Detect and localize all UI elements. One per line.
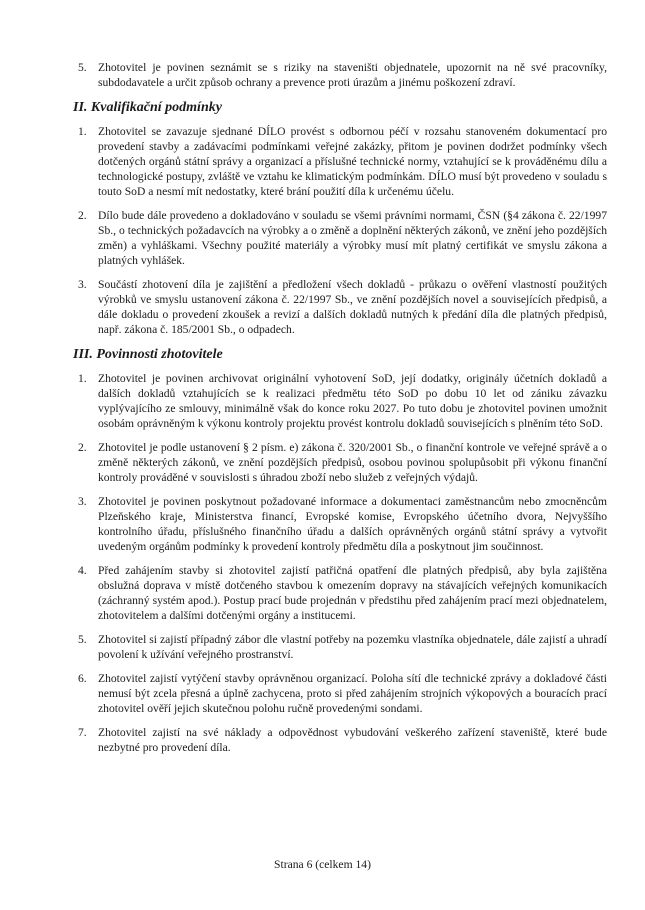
page-number-footer: Strana 6 (celkem 14) [274, 858, 371, 871]
item-text: Zhotovitel je povinen seznámit se s riziky na staveništi objednatele, upozornit na ně své pracovníky, subdodavatele a určit způsob ochrany a prevence proti úrazům a jinému poškození zdraví. [98, 61, 607, 89]
item-text: Dílo bude dále provedeno a dokladováno v souladu se všemi právními normami, ČSN (§4 zákona č. 22/1997 Sb., o technických požadavcích na výrobky a o změně a doplnění některých zákonů, ve znění jeho pozdějších změn) a vyhláškami. Všechny použité materiály a výrobky musí mít platný certifikát ve smyslu zákona a platných vyhlášek. [98, 209, 607, 267]
list-item [78, 371, 607, 431]
item-text: Zhotovitel je podle ustanovení § 2 písm. e) zákona č. 320/2001 Sb., o finanční kontrole ve veřejné správě a o změně některých zákonů, ve znění pozdějších předpisů, osobou povinou spolupůsobit při výkonu finanční kontroly prováděné v souvislosti s úhradou zboží nebo služeb z veřejných výdajů. [98, 441, 607, 484]
item-number: 1. [78, 125, 87, 138]
list-item [78, 563, 607, 623]
item-number: 3. [78, 278, 87, 291]
item-number: 1. [78, 372, 87, 385]
item-number: 4. [78, 564, 87, 577]
list-item [78, 671, 607, 716]
section-heading-3: III. Povinnosti zhotovitele [73, 347, 223, 362]
list-item [78, 124, 607, 199]
list-item [78, 632, 607, 662]
item-text: Zhotovitel si zajistí případný zábor dle vlastní potřeby na pozemku vlastníka objednatele, dále zajistí a uhradí povolení k užívání veřejného prostranství. [98, 633, 607, 661]
item-text: Zhotovitel zajistí vytýčení stavby oprávněnou organizací. Poloha sítí dle technické zprávy a dokladové části nemusí být zcela přesná a úplně zachycena, proto si před zahájením strojních výkopových a bouracích prací zhotovitel ověří jejich skutečnou polohu ručně provedenými sondami. [98, 672, 607, 715]
item-number: 7. [78, 726, 87, 739]
item-number: 2. [78, 209, 87, 222]
list-item [78, 440, 607, 485]
item-text: Zhotovitel se zavazuje sjednané DÍLO provést s odbornou péčí v rozsahu stanoveném dokumentací pro provedení stavby a zadávacími podmínkami veřejné zakázky, přitom je povinen dodržet podmínky všech dotčených orgánů státní správy a organizací a příslušné technické normy, vztahující se k prováděnému dílu a technologické postupy, zvláště ve vztahu ke klimatickým podmínkám. DÍLO musí být provedeno v souladu s touto SoD a nesmí mít nedostatky, které brání použití díla k určenému účelu. [98, 125, 607, 198]
list-item [78, 725, 607, 755]
section-heading-2: II. Kvalifikační podmínky [73, 100, 222, 115]
list-item [78, 208, 607, 268]
item-number: 2. [78, 441, 87, 454]
item-text: Součástí zhotovení díla je zajištění a předložení všech dokladů - průkazu o ověření vlastností použitých výrobků ve smyslu ustanovení zákona č. 22/1997 Sb., ve znění pozdějších novel a souvisejících předpisů, a dále dokladu o provedení zkoušek a revizí a dalších dokladů nutných k předání díla dle platných předpisů, např. zákona č. 185/2001 Sb., o odpadech. [98, 278, 607, 336]
item-text: Před zahájením stavby si zhotovitel zajistí patřičná opatření dle platných předpisů, aby byla zajištěna obslužná doprava v místě dotčeného stavbou k omezením dopravy na stávajících veřejných komunikacích (záchranný systém apod.). Postup prací bude projednán v předstihu před zahájením prací mezi objednatelem, zhotovitelem a dalšími dotčenými orgány a institucemi. [98, 564, 607, 622]
item-number: 3. [78, 495, 87, 508]
item-number: 5. [78, 61, 87, 74]
list-item [78, 277, 607, 337]
item-number: 5. [78, 633, 87, 646]
list-item [78, 60, 607, 90]
item-text: Zhotovitel je povinen poskytnout požadované informace a dokumentaci zaměstnancům nebo zmocněncům Plzeňského kraje, Ministerstva financí, Evropské komise, Evropského účetního dvora, Nejvyššího kontrolního úřadu, příslušného finančního úřadu a dalších oprávněných orgánů státní správy a vytvořit uvedeným orgánům podmínky k provedení kontroly předmětu díla a poskytnout jim součinnost. [98, 495, 607, 553]
item-number: 6. [78, 672, 87, 685]
item-text: Zhotovitel je povinen archivovat originální vyhotovení SoD, její dodatky, originály účetních dokladů a dalších dokladů vztahujících se k realizaci předmětu této SoD po dobu 10 let od zániku závazku vyplývajícího ze smlouvy, minimálně však do konce roku 2027. Po tuto dobu je zhotovitel povinen umožnit osobám oprávněným k výkonu kontroly projektu provést kontrolu dokladů souvisejících s plněním této SoD. [98, 372, 607, 430]
list-item [78, 494, 607, 554]
item-text: Zhotovitel zajistí na své náklady a odpovědnost vybudování veškerého zařízení staveniště, které bude nezbytné pro provedení díla. [98, 726, 607, 754]
